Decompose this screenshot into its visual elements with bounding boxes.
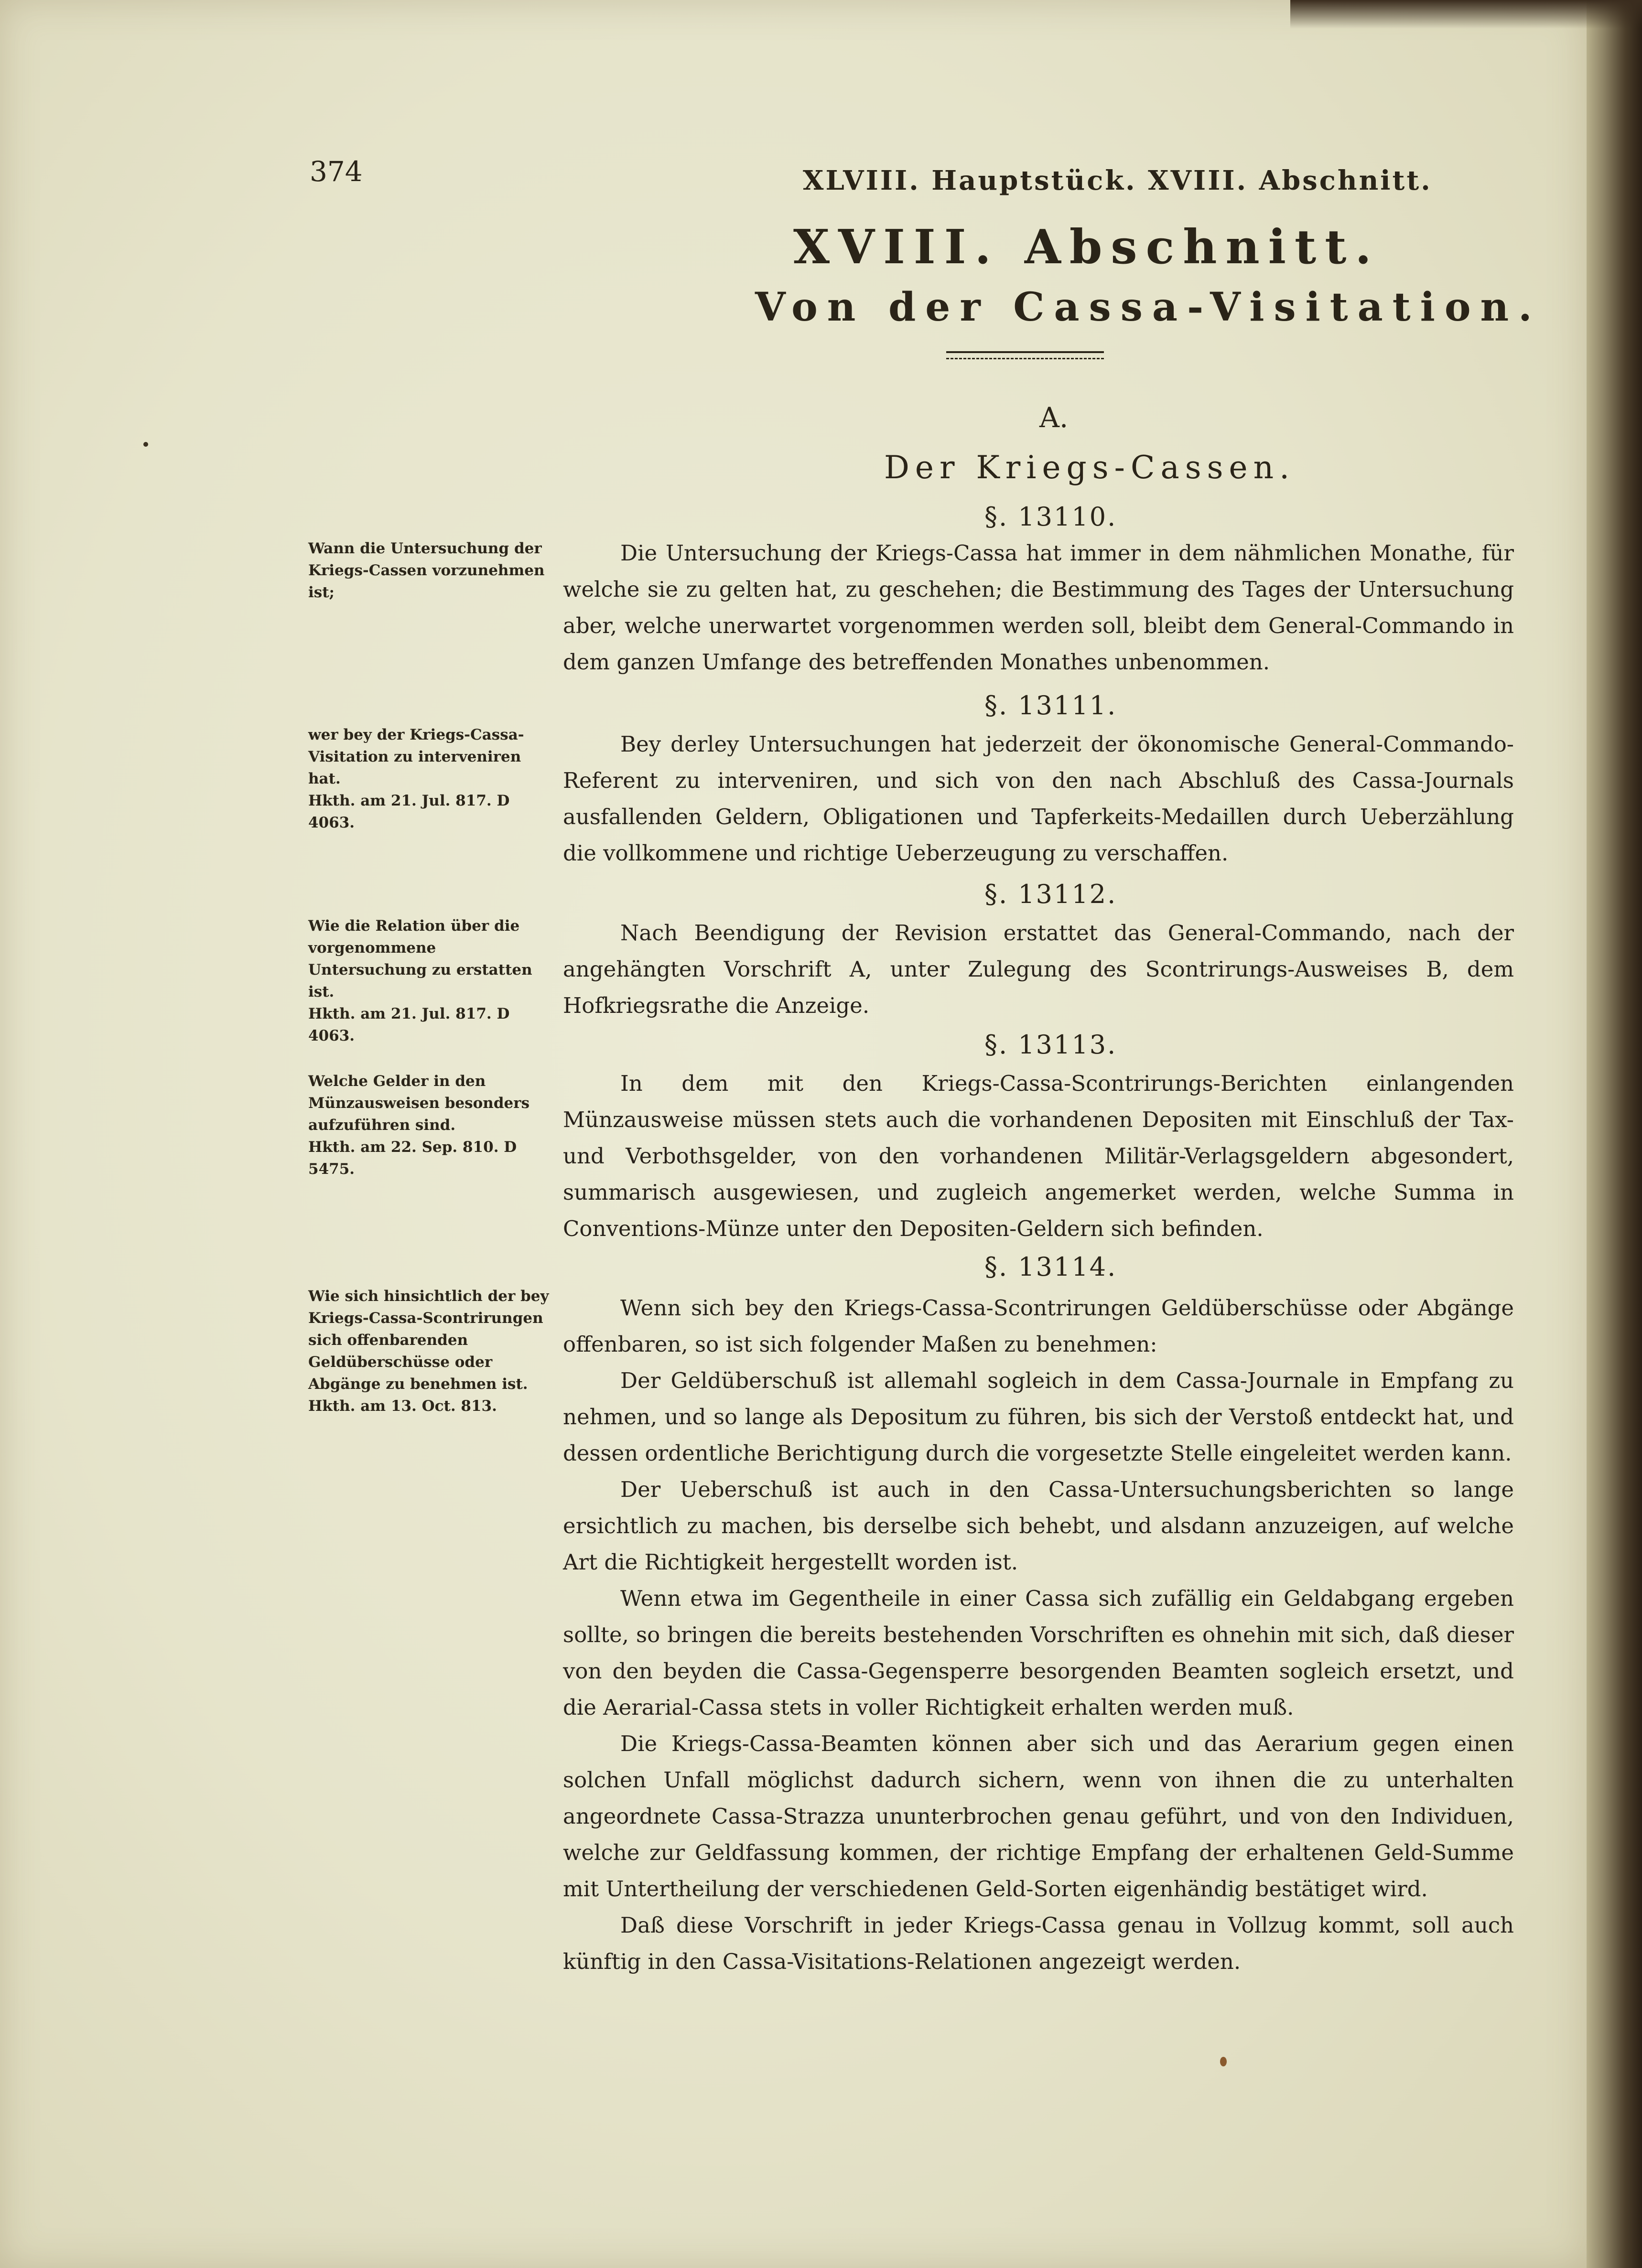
paragraph-body: Nach Beendigung der Revision erstattet das General-Commando, nach der angehängten Vorschrift A, unter Zulegung des Scontrirungs-Ausweises B, dem Hofkriegsrathe die Anzeige. (563, 920, 1514, 1018)
paragraph-body: Bey derley Untersuchungen hat jederzeit der ökonomische General-Commando-Referent zu interveniren, und sich von den nach Abschluß des Cassa-Journals ausfallenden Geldern, Obligationen und Tapferkeits-Medaillen durch Ueberzählung die vollkommene und richtige Ueberzeugung zu verschaffen. (563, 731, 1514, 866)
margin-note (308, 915, 557, 1047)
paragraph-number: §. 13114. (984, 1252, 1117, 1282)
margin-note (308, 1070, 557, 1180)
paragraph-text (563, 535, 1514, 680)
subparagraph: Daß diese Vorschrift in jeder Kriegs-Cassa genau in Vollzug kommt, soll auch künftig in den Cassa-Visitations-Relationen angezeigt werden. (563, 1913, 1514, 1974)
book-gutter (1587, 0, 1642, 2268)
running-head: XLVIII. Hauptstück. XVIII. Abschnitt. (803, 165, 1432, 196)
margin-note-reference: Hkth. am 13. Oct. 813. (308, 1397, 497, 1415)
subparagraph: Der Ueberschuß ist auch in den Cassa-Untersuchungsberichten so lange ersichtlich zu machen, bis derselbe sich behebt, und alsdann anzuzeigen, auf welche Art die Richtigkeit hergestellt worden ist. (563, 1477, 1514, 1575)
paragraph-number: §. 13112. (984, 879, 1117, 909)
paragraph-text (563, 915, 1514, 1024)
paragraph-text (563, 726, 1514, 871)
margin-note-text: Welche Gelder in den Münzausweisen besonders aufzuführen sind. (308, 1073, 530, 1134)
paragraph-number: §. 13111. (984, 690, 1117, 720)
section-title: XVIII. Abschnitt. (793, 220, 1380, 275)
margin-note-text: Wie sich hinsichtlich der bey Kriegs-Cassa-Scontrirungen sich offenbarenden Geldüberschüsse oder Abgänge zu benehmen ist. (308, 1288, 549, 1393)
paragraph-body: Wenn sich bey den Kriegs-Cassa-Scontrirungen Geldüberschüsse oder Abgänge offenbaren, so ist sich folgender Maßen zu benehmen: (563, 1295, 1514, 1357)
ornamental-rule (946, 351, 1104, 359)
margin-note (308, 537, 557, 603)
margin-note-text: Wann die Untersuchung der Kriegs-Cassen vorzunehmen ist; (308, 540, 545, 601)
paragraph-text (563, 1065, 1514, 1247)
paragraph-number: §. 13113. (984, 1030, 1117, 1060)
margin-dot (143, 442, 148, 447)
part-letter: A. (1039, 401, 1069, 434)
margin-note-text: wer bey der Kriegs-Cassa-Visitation zu interveniren hat. (308, 726, 524, 787)
margin-note-text: Wie die Relation über die vorgenommene Untersuchung zu erstatten ist. (308, 917, 532, 1000)
margin-note (308, 724, 557, 834)
margin-note-reference: Hkth. am 21. Jul. 817. D 4063. (308, 792, 510, 831)
margin-note-reference: Hkth. am 22. Sep. 810. D 5475. (308, 1139, 517, 1178)
subparagraph: Wenn etwa im Gegentheile in einer Cassa sich zufällig ein Geldabgang ergeben sollte, so bringen die bereits bestehenden Vorschriften es ohnehin mit sich, daß dieser von den beyden die Cassa-Gegensperre besorgenden Beamten sogleich ersetzt, und die Aerarial-Cassa stets in voller Richtigkeit erhalten werden muß. (563, 1586, 1514, 1720)
subparagraph: Die Kriegs-Cassa-Beamten können aber sich und das Aerarium gegen einen solchen Unfall möglichst dadurch sichern, wenn von ihnen die zu unterhalten angeordnete Cassa-Strazza ununterbrochen genau geführt, und von den Individuen, welche zur Geldfassung kommen, der richtige Empfang der erhaltenen Geld-Summe mit Untertheilung der verschiedenen Geld-Sorten eigenhändig bestätiget wird. (563, 1731, 1514, 1902)
part-title: Der Kriegs-Cassen. (884, 449, 1296, 486)
page-number: 374 (310, 155, 363, 188)
margin-note-reference: Hkth. am 21. Jul. 817. D 4063. (308, 1005, 510, 1044)
paragraph-text (563, 1290, 1514, 1980)
section-subtitle: Von der Cassa-Visitation. (755, 284, 1542, 330)
paragraph-body: Die Untersuchung der Kriegs-Cassa hat immer in dem nähmlichen Monathe, für welche sie zu gelten hat, zu geschehen; die Bestimmung des Tages der Untersuchung aber, welche unerwartet vorgenommen werden soll, bleibt dem General-Commando in dem ganzen Umfange des betreffenden Monathes unbenommen. (563, 540, 1514, 675)
paper-stain (1220, 2057, 1227, 2066)
paragraph-number: §. 13110. (984, 502, 1117, 532)
paragraph-body: In dem mit den Kriegs-Cassa-Scontrirungs-Berichten einlangenden Münzausweise müssen stets auch die vorhandenen Depositen mit Einschluß der Tax- und Verbothsgelder, von den vorhandenen Militär-Verlagsgeldern abgesondert, summarisch ausgewiesen, und zugleich angemerket werden, welche Summa in Conventions-Münze unter den Depositen-Geldern sich befinden. (563, 1071, 1514, 1241)
page-edge-shadow (1290, 0, 1642, 29)
margin-note (308, 1285, 557, 1417)
subparagraph: Der Geldüberschuß ist allemahl sogleich in dem Cassa-Journale in Empfang zu nehmen, und so lange als Depositum zu führen, bis sich der Verstoß entdeckt hat, und dessen ordentliche Berichtigung durch die vorgesetzte Stelle eingeleitet werden kann. (563, 1368, 1514, 1466)
